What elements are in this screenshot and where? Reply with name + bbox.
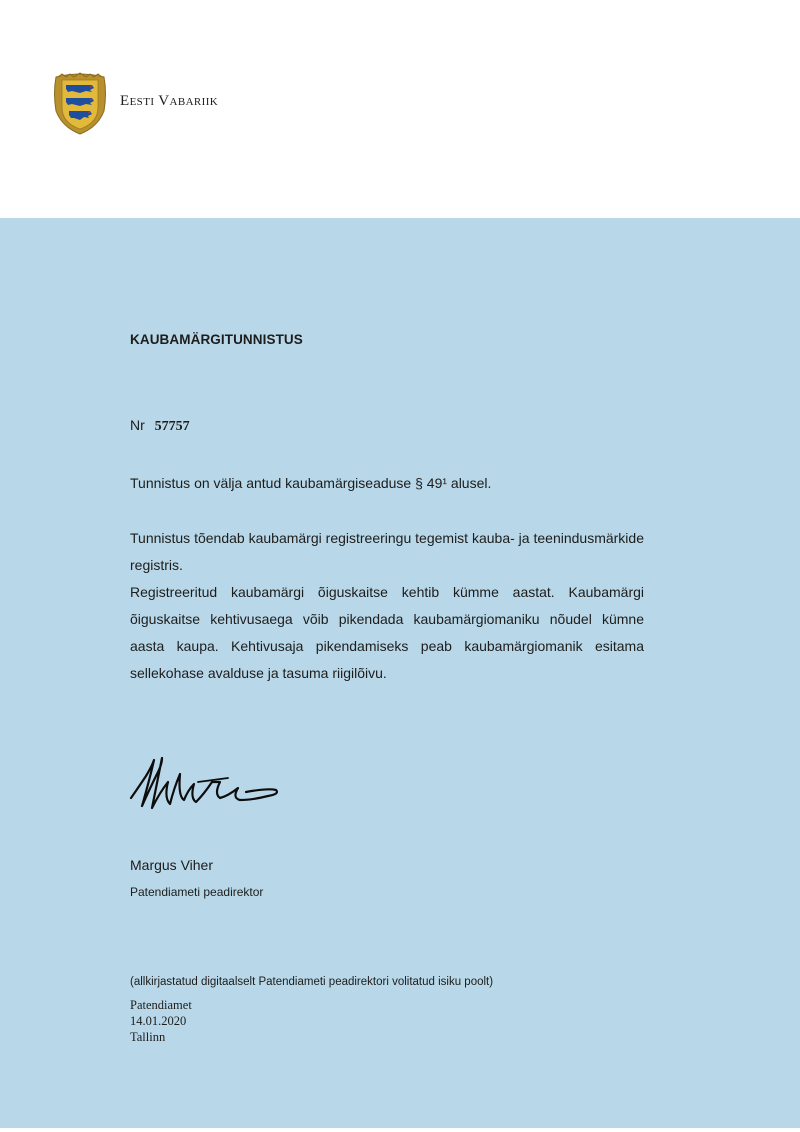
issue-date: 14.01.2020 <box>130 1014 187 1028</box>
issuer-name: Patendiamet <box>130 998 192 1012</box>
handwritten-signature <box>128 748 283 814</box>
header <box>0 0 800 218</box>
number-value: 57757 <box>154 419 190 434</box>
protection-term-paragraph: Registreeritud kaubamärgi õiguskaitse kehtib kümme aastat. Kaubamärgi õiguskaitse kehtivusaega võib pikendada kaubamärgiomaniku nõudel kümne aasta kaupa. Kehtivusaja pikendamiseks peab kaubamärgiomanik esitama sellekohase avalduse ja tasuma riigilõivu. <box>130 584 644 681</box>
issue-city: Tallinn <box>130 1030 166 1044</box>
certificate-number <box>130 417 190 435</box>
signer-name: Margus Viher <box>130 857 214 873</box>
state-name: Eesti Vabariik <box>120 93 219 109</box>
legal-basis-paragraph: Tunnistus on välja antud kaubamärgiseaduse § 49¹ alusel. <box>130 475 492 491</box>
estonian-coat-of-arms-icon <box>52 71 108 135</box>
number-label: Nr <box>130 417 145 433</box>
digital-signature-note: (allkirjastatud digitaalselt Patendiameti peadirektori volitatud isiku poolt) <box>130 976 494 988</box>
document-title: KAUBAMÄRGITUNNISTUS <box>130 332 303 347</box>
signer-role: Patendiameti peadirektor <box>130 885 264 899</box>
registration-paragraph: Tunnistus tõendab kaubamärgi registreeringu tegemist kauba- ja teenindusmärkide registris. <box>130 530 644 573</box>
